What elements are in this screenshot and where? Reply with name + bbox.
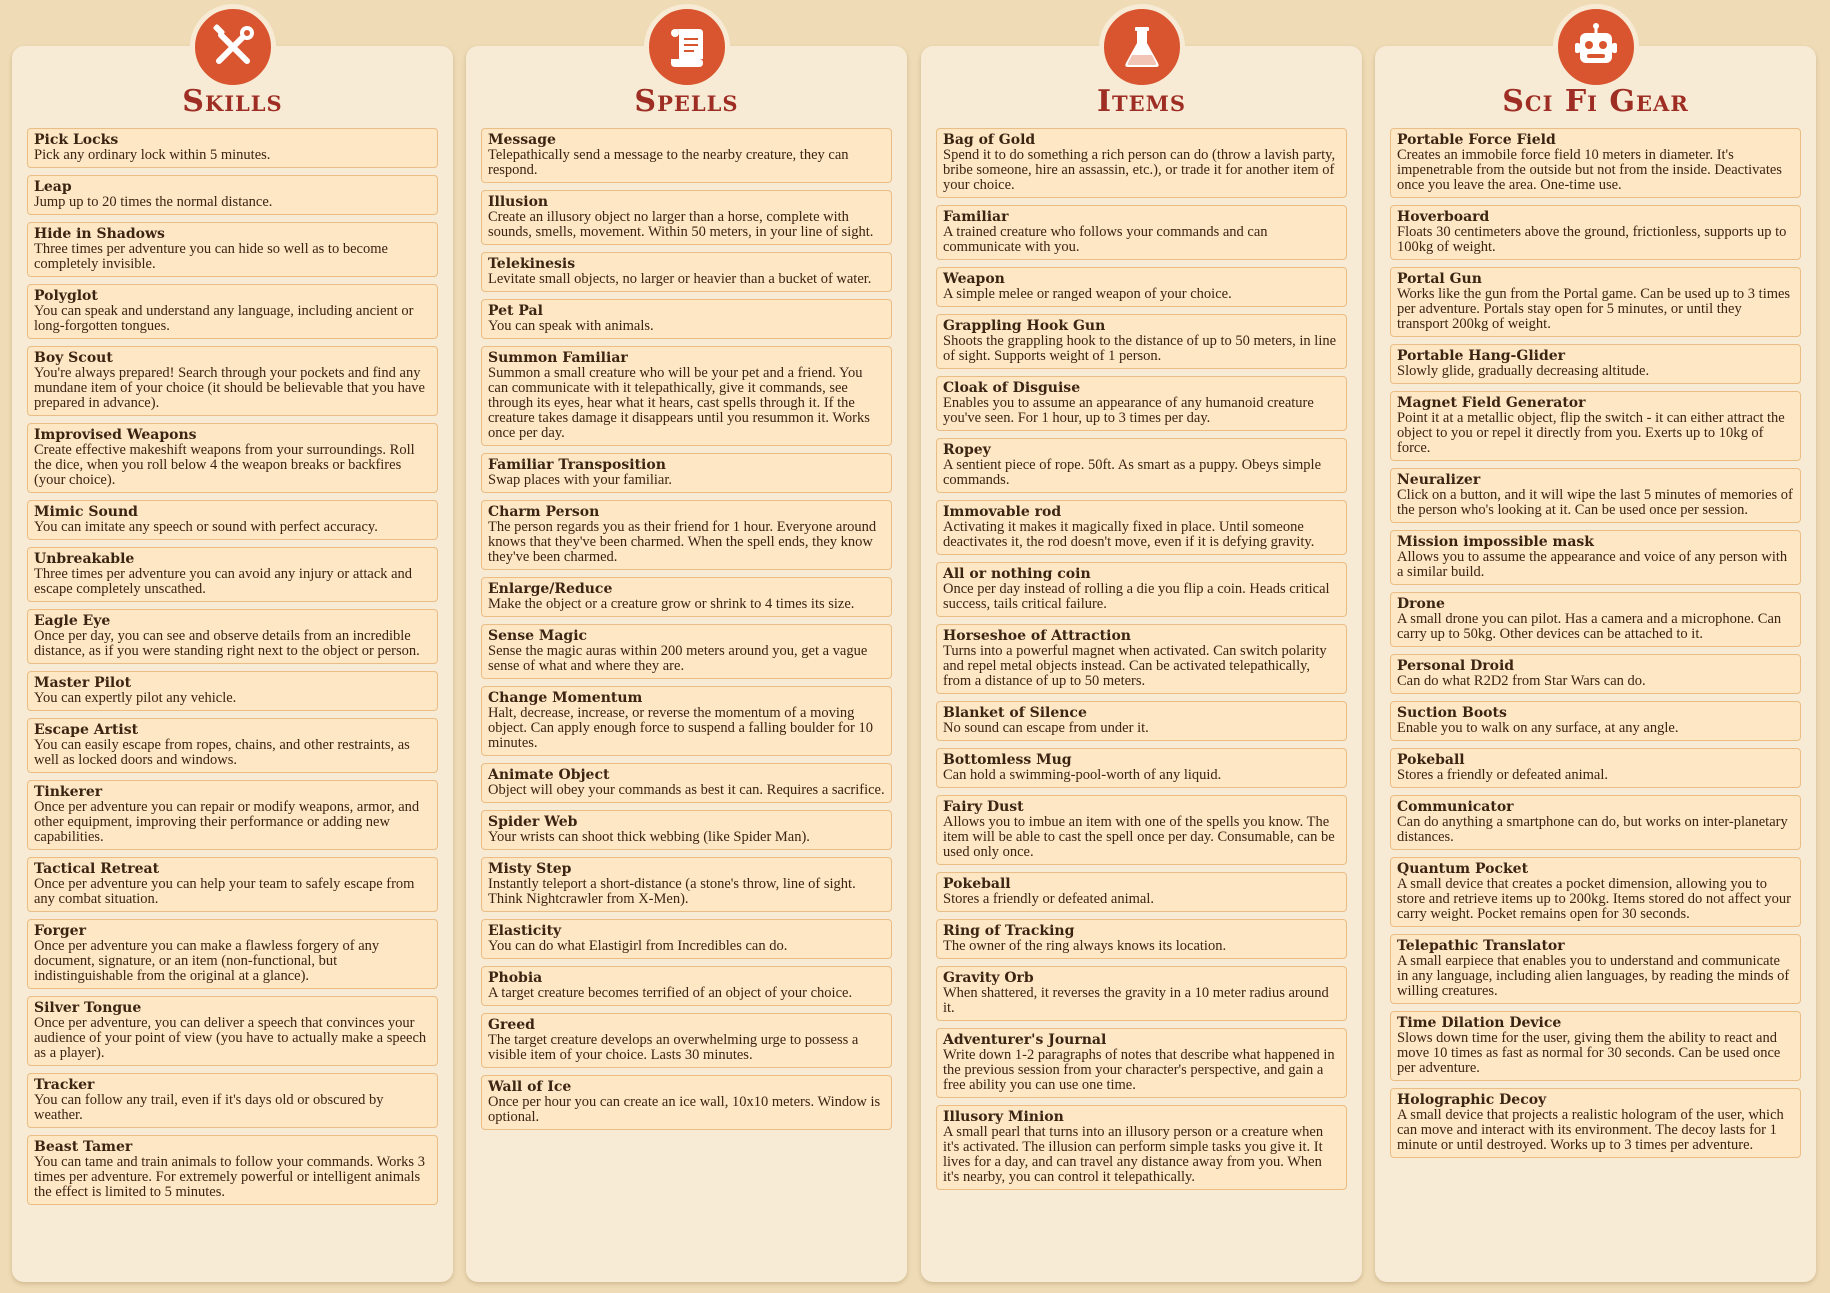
item-card <box>936 748 1347 788</box>
spell-card <box>481 624 892 679</box>
card-description: Summon a small creature who will be your pet and a friend. You can communicate with it telepathically, give it commands, see through its eyes, hear what it hears, cast spells through it. If the creature takes damage it disappears until you resummon it. Works once per day. <box>488 365 870 441</box>
card-title: Magnet Field Generator <box>1397 395 1586 411</box>
gear-card <box>1390 1011 1801 1081</box>
skill-card <box>27 423 438 493</box>
card-title: Quantum Pocket <box>1397 861 1529 877</box>
card-title: Tracker <box>34 1077 95 1093</box>
card-title: Adventurer's Journal <box>943 1032 1107 1048</box>
card-title: Holographic Decoy <box>1397 1092 1547 1108</box>
skill-card <box>27 609 438 664</box>
spell-card <box>481 299 892 339</box>
card-title: All or nothing coin <box>943 566 1091 582</box>
card-title: Tinkerer <box>34 784 103 800</box>
card-list <box>1390 128 1801 1274</box>
card-title: Spider Web <box>488 814 578 830</box>
card-description: You can easily escape from ropes, chains, and other restraints, as well as locked doors and windows. <box>34 737 410 768</box>
column-title: Items <box>1096 84 1187 119</box>
card-title: Familiar <box>943 209 1009 225</box>
card-title: Wall of Ice <box>488 1079 572 1095</box>
card-description: Once per adventure, you can deliver a speech that convinces your audience of your point of view (you have to actually make a speech as a player). <box>34 1015 427 1061</box>
card-description: Swap places with your familiar. <box>488 472 673 488</box>
spell-card <box>481 919 892 959</box>
card-title: Mimic Sound <box>34 504 138 520</box>
card-description: Slows down time for the user, giving them the ability to react and move 10 times as fast as normal for 30 seconds. Can be used once per adventure. <box>1397 1030 1781 1076</box>
gear-card <box>1390 468 1801 523</box>
card-description: Stores a friendly or defeated animal. <box>1397 767 1608 783</box>
gear-card <box>1390 267 1801 337</box>
card-description: You can imitate any speech or sound with perfect accuracy. <box>34 519 378 535</box>
spell-card <box>481 346 892 446</box>
card-description: Once per hour you can create an ice wall, 10x10 meters. Window is optional. <box>488 1094 881 1125</box>
card-title: Neuralizer <box>1397 472 1481 488</box>
card-title: Telekinesis <box>488 256 576 272</box>
card-title: Hoverboard <box>1397 209 1490 225</box>
item-card <box>936 966 1347 1021</box>
card-description: Creates an immobile force field 10 meters in diameter. It's impenetrable from the outside but not from the inside. Deactivates once you leave the area. One-time use. <box>1397 147 1782 193</box>
card-title: Eagle Eye <box>34 613 111 629</box>
card-list <box>27 128 438 1274</box>
card-title: Change Momentum <box>488 690 643 706</box>
card-title: Sense Magic <box>488 628 588 644</box>
spell-card <box>481 128 892 183</box>
card-title: Animate Object <box>488 767 610 783</box>
skill-card <box>27 996 438 1066</box>
card-title: Tactical Retreat <box>34 861 160 877</box>
item-card <box>936 314 1347 369</box>
card-description: Three times per adventure you can avoid any injury or attack and escape completely unscathed. <box>34 566 413 597</box>
card-description: Telepathically send a message to the nearby creature, they can respond. <box>488 147 849 178</box>
card-title: Ropey <box>943 442 991 458</box>
gear-card <box>1390 530 1801 585</box>
skill-card <box>27 919 438 989</box>
skill-card <box>27 547 438 602</box>
card-title: Fairy Dust <box>943 799 1024 815</box>
card-title: Ring of Tracking <box>943 923 1075 939</box>
card-description: Instantly teleport a short-distance (a stone's throw, line of sight. Think Nightcrawler from X-Men). <box>488 876 856 907</box>
robot-icon <box>1553 4 1639 90</box>
card-title: Communicator <box>1397 799 1514 815</box>
card-title: Grappling Hook Gun <box>943 318 1106 334</box>
card-description: Allows you to imbue an item with one of the spells you know. The item will be able to cast the spell once per day. Consumable, can be used only once. <box>943 814 1335 860</box>
card-description: Once per day, you can see and observe details from an incredible distance, as if you were standing right next to the object or person. <box>34 628 420 659</box>
card-title: Pokeball <box>943 876 1011 892</box>
card-description: A small pearl that turns into an illusory person or a creature when it's activated. The illusion can perform simple tasks you give it. It lives for a day, and can travel any distance away from you. When it's nearby, you can control it telepathically. <box>943 1124 1324 1185</box>
card-description: Once per adventure you can repair or modify weapons, armor, and other equipment, improving their performance or adding new capabilities. <box>34 799 420 845</box>
card-title: Escape Artist <box>34 722 139 738</box>
card-title: Bag of Gold <box>943 132 1036 148</box>
skill-card <box>27 128 438 168</box>
skill-card <box>27 175 438 215</box>
item-card <box>936 376 1347 431</box>
spell-card <box>481 810 892 850</box>
spell-card <box>481 686 892 756</box>
skill-card <box>27 718 438 773</box>
item-card <box>936 128 1347 198</box>
card-description: A small earpiece that enables you to understand and communicate in any language, including alien languages, by reading the minds of willing creatures. <box>1397 953 1790 999</box>
card-title: Personal Droid <box>1397 658 1515 674</box>
gear-card <box>1390 748 1801 788</box>
card-title: Mission impossible mask <box>1397 534 1594 550</box>
card-description: You can speak and understand any language, including ancient or long-forgotten tongues. <box>34 303 414 334</box>
gear-card <box>1390 857 1801 927</box>
spell-card <box>481 763 892 803</box>
card-description: Shoots the grappling hook to the distance of up to 50 meters, in line of sight. Supports weight of 1 person. <box>943 333 1337 364</box>
item-card <box>936 205 1347 260</box>
column-title: Skills <box>182 84 283 119</box>
gear-card <box>1390 795 1801 850</box>
card-title: Cloak of Disguise <box>943 380 1081 396</box>
card-title: Unbreakable <box>34 551 135 567</box>
card-description: A trained creature who follows your commands and can communicate with you. <box>943 224 1268 255</box>
card-description: Create effective makeshift weapons from your surroundings. Roll the dice, when you roll below 4 the weapon breaks or backfires (your choice). <box>34 442 415 488</box>
skill-card <box>27 780 438 850</box>
card-title: Leap <box>34 179 72 195</box>
item-card <box>936 1028 1347 1098</box>
card-description: Halt, decrease, increase, or reverse the momentum of a moving object. Can apply enough force to suspend a falling boulder for 10 minutes. <box>488 705 873 751</box>
card-description: You can speak with animals. <box>488 318 654 334</box>
card-description: You can expertly pilot any vehicle. <box>34 690 237 706</box>
card-description: Your wrists can shoot thick webbing (like Spider Man). <box>488 829 810 845</box>
card-description: A target creature becomes terrified of an object of your choice. <box>488 985 853 1001</box>
card-title: Improvised Weapons <box>34 427 197 443</box>
gear-card <box>1390 391 1801 461</box>
card-description: You can follow any trail, even if it's days old or obscured by weather. <box>34 1092 384 1123</box>
column-sci-fi-gear <box>1375 46 1816 1282</box>
card-description: A small drone you can pilot. Has a camera and a microphone. Can carry up to 50kg. Other devices can be attached to it. <box>1397 611 1782 642</box>
card-description: Allows you to assume the appearance and voice of any person with a similar build. <box>1397 549 1788 580</box>
card-title: Charm Person <box>488 504 600 520</box>
column-spells <box>466 46 907 1282</box>
card-description: Activating it makes it magically fixed in place. Until someone deactivates it, the rod doesn't move, even if it is defying gravity. <box>943 519 1315 550</box>
spell-card <box>481 252 892 292</box>
column-title: Sci Fi Gear <box>1502 84 1689 119</box>
card-description: You're always prepared! Search through your pockets and find any mundane item of your choice (it should be believable that you have prepared in advance). <box>34 365 425 411</box>
card-description: When shattered, it reverses the gravity in a 10 meter radius around it. <box>943 985 1329 1016</box>
gear-card <box>1390 592 1801 647</box>
spell-card <box>481 966 892 1006</box>
card-title: Boy Scout <box>34 350 113 366</box>
card-title: Portal Gun <box>1397 271 1482 287</box>
card-title: Time Dilation Device <box>1397 1015 1562 1031</box>
gear-card <box>1390 344 1801 384</box>
item-card <box>936 919 1347 959</box>
card-title: Illusory Minion <box>943 1109 1064 1125</box>
item-card <box>936 267 1347 307</box>
card-description: You can tame and train animals to follow your commands. Works 3 times per adventure. For extremely powerful or intelligent animals the effect is limited to 5 minutes. <box>34 1154 425 1200</box>
card-description: Can do what R2D2 from Star Wars can do. <box>1397 673 1646 689</box>
skill-card <box>27 500 438 540</box>
card-title: Blanket of Silence <box>943 705 1087 721</box>
card-list <box>936 128 1347 1274</box>
skill-card <box>27 1073 438 1128</box>
card-title: Weapon <box>943 271 1005 287</box>
card-title: Misty Step <box>488 861 572 877</box>
card-description: Object will obey your commands as best it can. Requires a sacrifice. <box>488 782 885 798</box>
gear-card <box>1390 934 1801 1004</box>
card-title: Master Pilot <box>34 675 132 691</box>
card-title: Elasticity <box>488 923 562 939</box>
card-description: Create an illusory object no larger than a horse, complete with sounds, smells, movement. Within 50 meters, in your line of sight. <box>488 209 874 240</box>
card-description: Sense the magic auras within 200 meters around you, get a vague sense of what and where they are. <box>488 643 868 674</box>
card-description: Can hold a swimming-pool-worth of any liquid. <box>943 767 1222 783</box>
spell-card <box>481 1075 892 1130</box>
item-card <box>936 701 1347 741</box>
card-description: The owner of the ring always knows its location. <box>943 938 1227 954</box>
card-description: Levitate small objects, no larger or heavier than a bucket of water. <box>488 271 872 287</box>
item-card <box>936 438 1347 493</box>
card-title: Enlarge/Reduce <box>488 581 613 597</box>
card-description: Can do anything a smartphone can do, but works on inter-planetary distances. <box>1397 814 1788 845</box>
card-description: A sentient piece of rope. 50ft. As smart as a puppy. Obeys simple commands. <box>943 457 1321 488</box>
spell-card <box>481 500 892 570</box>
card-title: Summon Familiar <box>488 350 628 366</box>
card-description: Write down 1-2 paragraphs of notes that describe what happened in the previous session from your character's perspective, and gain a free ability you can use one time. <box>943 1047 1335 1093</box>
spell-card <box>481 190 892 245</box>
card-description: Stores a friendly or defeated animal. <box>943 891 1154 907</box>
card-title: Immovable rod <box>943 504 1062 520</box>
skill-card <box>27 222 438 277</box>
card-description: Make the object or a creature grow or shrink to 4 times its size. <box>488 596 855 612</box>
column-items <box>921 46 1362 1282</box>
card-description: The target creature develops an overwhelming urge to possess a visible item of your choice. Lasts 30 minutes. <box>488 1032 859 1063</box>
item-card <box>936 562 1347 617</box>
card-description: Slowly glide, gradually decreasing altitude. <box>1397 363 1650 379</box>
card-title: Phobia <box>488 970 543 986</box>
card-description: Once per adventure you can make a flawless forgery of any document, signature, or an item (non-functional, but indistinguishable from the original at a glance). <box>34 938 380 984</box>
gear-card <box>1390 701 1801 741</box>
item-card <box>936 1105 1347 1190</box>
card-description: A small device that creates a pocket dimension, allowing you to store and retrieve items up to 200kg. Items stored do not affect your carry weight. Pocket remains open for 30 seconds. <box>1397 876 1791 922</box>
card-description: A small device that projects a realistic hologram of the user, which can move and interact with its environment. The decoy lasts for 1 minute or until destroyed. Works up to 3 times per adventure. <box>1397 1107 1784 1153</box>
skill-card <box>27 857 438 912</box>
spell-card <box>481 857 892 912</box>
item-card <box>936 872 1347 912</box>
card-title: Silver Tongue <box>34 1000 142 1016</box>
card-title: Beast Tamer <box>34 1139 133 1155</box>
card-description: Floats 30 centimeters above the ground, frictionless, supports up to 100kg of weight. <box>1397 224 1787 255</box>
card-title: Pick Locks <box>34 132 119 148</box>
card-description: Once per day instead of rolling a die you flip a coin. Heads critical success, tails critical failure. <box>943 581 1330 612</box>
card-title: Portable Hang-Glider <box>1397 348 1566 364</box>
skill-card <box>27 1135 438 1205</box>
card-title: Illusion <box>488 194 549 210</box>
card-title: Forger <box>34 923 86 939</box>
spell-card <box>481 577 892 617</box>
card-description: Three times per adventure you can hide so well as to become completely invisible. <box>34 241 388 272</box>
card-description: Enables you to assume an appearance of any humanoid creature you've seen. For 1 hour, up to 3 times per day. <box>943 395 1314 426</box>
card-list <box>481 128 892 1274</box>
card-description: Spend it to do something a rich person can do (throw a lavish party, bribe someone, hire an assassin, etc.), or trade it for another item of your choice. <box>943 147 1336 193</box>
card-title: Familiar Transposition <box>488 457 666 473</box>
card-description: No sound can escape from under it. <box>943 720 1149 736</box>
spell-card <box>481 453 892 493</box>
gear-card <box>1390 654 1801 694</box>
item-card <box>936 795 1347 865</box>
column-skills <box>12 46 453 1282</box>
card-description: Once per adventure you can help your team to safely escape from any combat situation. <box>34 876 415 907</box>
card-title: Drone <box>1397 596 1445 612</box>
skill-card <box>27 346 438 416</box>
card-title: Gravity Orb <box>943 970 1034 986</box>
column-title: Spells <box>634 84 739 119</box>
card-title: Polyglot <box>34 288 98 304</box>
card-title: Pokeball <box>1397 752 1465 768</box>
card-description: Jump up to 20 times the normal distance. <box>34 194 273 210</box>
card-description: The person regards you as their friend for 1 hour. Everyone around knows that they've been charmed. When the spell ends, they know they've been charmed. <box>488 519 877 565</box>
card-title: Portable Force Field <box>1397 132 1556 148</box>
card-description: Pick any ordinary lock within 5 minutes. <box>34 147 271 163</box>
item-card <box>936 500 1347 555</box>
card-title: Hide in Shadows <box>34 226 165 242</box>
scroll-icon <box>644 4 730 90</box>
card-description: You can do what Elastigirl from Incredibles can do. <box>488 938 788 954</box>
gear-card <box>1390 205 1801 260</box>
card-description: Click on a button, and it will wipe the last 5 minutes of memories of the person who's looking at it. Can be used once per session. <box>1397 487 1793 518</box>
card-description: Works like the gun from the Portal game. Can be used up to 3 times per adventure. Portals stay open for 5 minutes, or until they transport 200kg of weight. <box>1397 286 1791 332</box>
gear-card <box>1390 1088 1801 1158</box>
card-title: Telepathic Translator <box>1397 938 1565 954</box>
card-description: A simple melee or ranged weapon of your choice. <box>943 286 1232 302</box>
card-title: Pet Pal <box>488 303 543 319</box>
card-title: Message <box>488 132 556 148</box>
tools-icon <box>190 4 276 90</box>
item-card <box>936 624 1347 694</box>
card-title: Suction Boots <box>1397 705 1507 721</box>
spell-card <box>481 1013 892 1068</box>
card-title: Horseshoe of Attraction <box>943 628 1131 644</box>
card-title: Greed <box>488 1017 535 1033</box>
gear-card <box>1390 128 1801 198</box>
card-title: Bottomless Mug <box>943 752 1072 768</box>
card-description: Point it at a metallic object, flip the switch - it can either attract the object to you or repel it directly from you. Exerts up to 10kg of force. <box>1397 410 1785 456</box>
flask-icon <box>1099 4 1185 90</box>
card-description: Turns into a powerful magnet when activated. Can switch polarity and repel metal objects instead. Can be activated telepathically, from a distance of up to 50 meters. <box>943 643 1327 689</box>
card-description: Enable you to walk on any surface, at any angle. <box>1397 720 1679 736</box>
skill-card <box>27 284 438 339</box>
skill-card <box>27 671 438 711</box>
